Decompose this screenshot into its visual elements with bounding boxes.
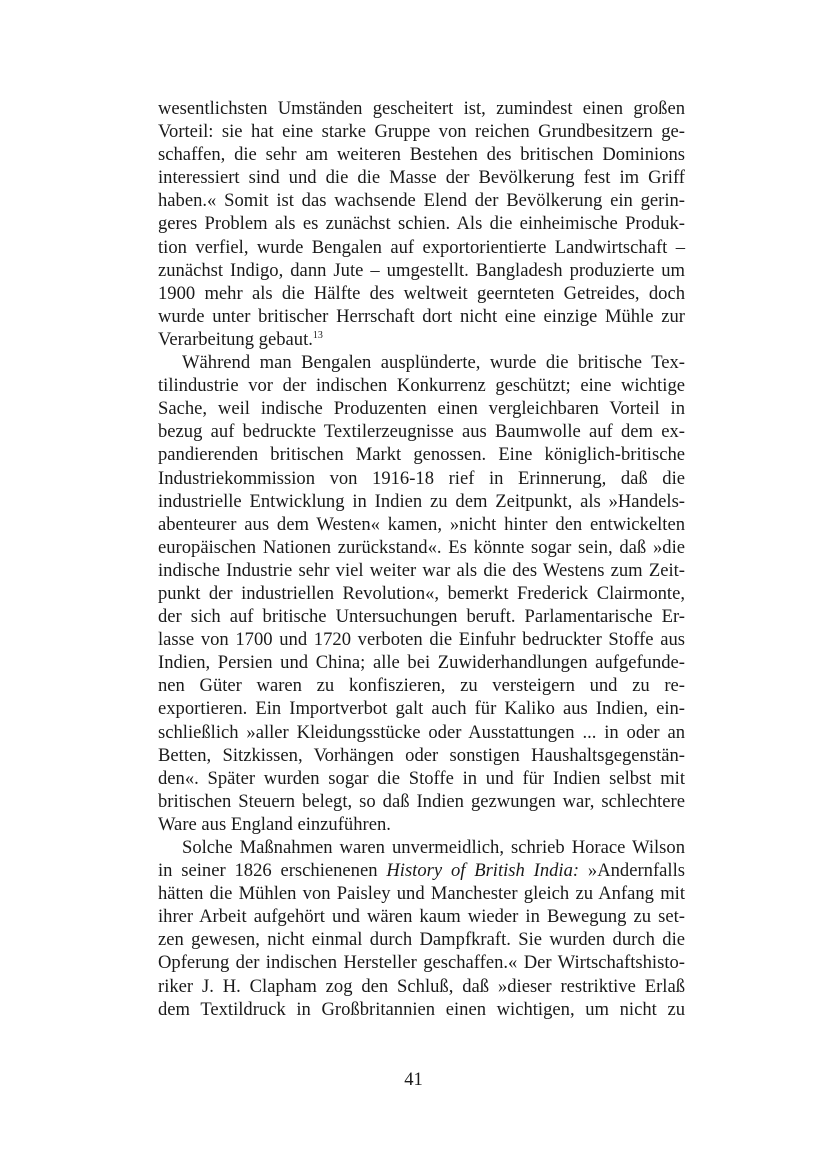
body-text <box>158 97 685 1021</box>
text-line: tion verfiel, wurde Bengalen auf exportorientierte Landwirtschaft – <box>158 236 685 258</box>
text-line: europäischen Nationen zurückstand«. Es könnte sogar sein, daß »die <box>158 536 685 558</box>
text-line: zunächst Indigo, dann Jute – umgestellt. Bangladesh produzierte um <box>158 259 685 281</box>
text-line: der sich auf britische Untersuchungen beruft. Parlamentarische Er- <box>158 606 685 628</box>
text-line: Während man Bengalen ausplünderte, wurde die britische Tex- <box>182 352 685 374</box>
text-line: bezug auf bedruckte Textilerzeugnisse aus Baumwolle auf dem ex- <box>158 421 685 443</box>
text-line: britischen Steuern belegt, so daß Indien gezwungen war, schlechtere <box>158 790 685 812</box>
text-line: nen Güter waren zu konfiszieren, zu versteigern und zu re- <box>158 675 685 697</box>
text-line: tilindustrie vor der indischen Konkurrenz geschützt; eine wichtige <box>158 375 685 397</box>
text-line: schaffen, die sehr am weiteren Bestehen des britischen Dominions <box>158 144 685 166</box>
text-line: indische Industrie sehr viel weiter war als die des Westens zum Zeit- <box>158 559 685 581</box>
text-line: hätten die Mühlen von Paisley und Manchester gleich zu Anfang mit <box>158 883 685 905</box>
text-line: riker J. H. Clapham zog den Schluß, daß »dieser restriktive Erlaß <box>158 975 685 997</box>
text-line <box>158 328 685 351</box>
text-line: Industriekommission von 1916-18 rief in Erinnerung, daß die <box>158 467 685 489</box>
text-line: den«. Später wurden sogar die Stoffe in und für Indien selbst mit <box>158 767 685 789</box>
text-line: Solche Maßnahmen waren unvermeidlich, schrieb Horace Wilson <box>182 837 685 858</box>
text-line: exportieren. Ein Importverbot galt auch für Kaliko aus Indien, ein- <box>158 698 685 720</box>
text-line: interessiert sind und die die Masse der Bevölkerung fest im Griff <box>158 167 685 189</box>
text-line: ihrer Arbeit aufgehört und wären kaum wieder in Bewegung zu set- <box>158 906 685 928</box>
text-line: dem Textildruck in Großbritannien einen wichtigen, um nicht zu <box>158 998 685 1020</box>
text-line: punkt der industriellen Revolution«, bemerkt Frederick Clairmonte, <box>158 582 685 604</box>
text-line: Ware aus England einzuführen. <box>158 813 391 835</box>
text-line: wesentlichsten Umständen gescheitert ist, zumindest einen großen <box>158 98 685 119</box>
text-line: Betten, Sitzkissen, Vorhängen oder sonstigen Haushaltsgegenstän- <box>158 744 685 766</box>
text-line: wurde unter britischer Herrschaft dort nicht eine einzige Mühle zur <box>158 305 685 327</box>
text-line: zen gewesen, nicht einmal durch Dampfkraft. Sie wurden durch die <box>158 929 685 951</box>
text-line-content: »Andernfalls <box>579 860 685 882</box>
text-line-content: Verarbeitung gebaut. <box>158 328 313 350</box>
text-line-content: in seiner 1826 erschienenen <box>158 860 387 882</box>
text-line: Vorteil: sie hat eine starke Gruppe von reichen Grundbesitzern ge- <box>158 121 685 143</box>
text-line: schließlich »aller Kleidungsstücke oder Ausstattungen ... in oder an <box>158 721 685 743</box>
text-line: lasse von 1700 und 1720 verboten die Einfuhr bedruckter Stoffe aus <box>158 629 685 651</box>
text-line: abenteurer aus dem Westen« kamen, »nicht hinter den entwickelten <box>158 513 685 535</box>
book-title-italic: History of British India: <box>386 860 580 882</box>
footnote-reference[interactable]: 13 <box>312 329 323 341</box>
text-line: haben.« Somit ist das wachsende Elend der Bevölkerung ein gerin- <box>158 190 685 212</box>
page-number: 41 <box>404 1069 423 1090</box>
text-line: 1900 mehr als die Hälfte des weltweit geernteten Getreides, doch <box>158 282 685 304</box>
text-line: geres Problem als es zunächst schien. Als die einheimische Produk- <box>158 213 685 235</box>
text-line: pandierenden britischen Markt genossen. Eine königlich-britische <box>158 444 685 466</box>
text-line: Indien, Persien und China; alle bei Zuwiderhandlungen aufgefunde- <box>158 652 685 674</box>
text-line: Sache, weil indische Produzenten einen vergleichbaren Vorteil in <box>158 398 685 420</box>
text-line: industrielle Entwicklung in Indien zu dem Zeitpunkt, als »Handels- <box>158 490 685 512</box>
text-line <box>158 859 685 882</box>
text-line: Opferung der indischen Hersteller geschaffen.« Der Wirtschaftshisto- <box>158 952 685 974</box>
